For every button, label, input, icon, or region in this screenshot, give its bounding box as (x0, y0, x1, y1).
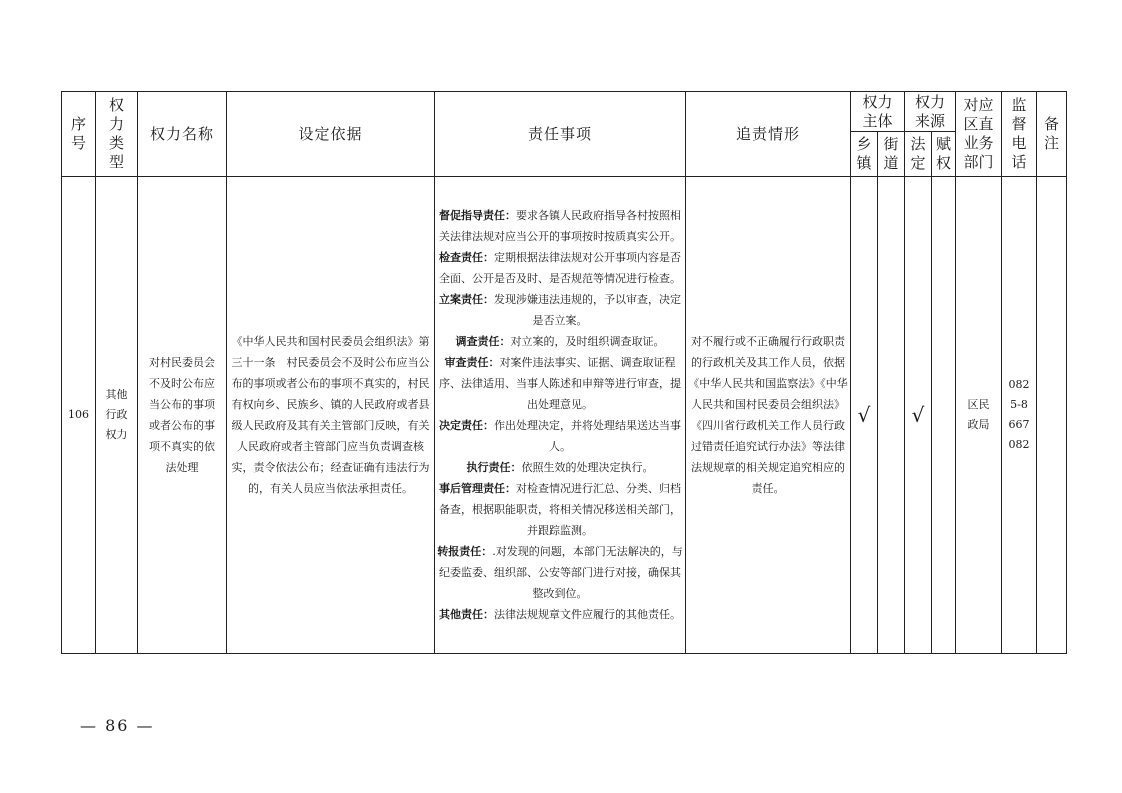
duty-item: 事后管理责任：对检查情况进行汇总、分类、归档备查，根据职能职责，将相关情况移送相关部门，并跟踪监测。 (439, 482, 681, 537)
row-subject-street-check (878, 177, 905, 654)
row-phone (1002, 177, 1037, 654)
duty-item: 其他责任：法律法规规章文件应履行的其他责任。 (439, 608, 681, 621)
header-subject-street: 街 道 (878, 132, 905, 177)
phone-line: 082 (1008, 438, 1030, 451)
header-phone: 监 督 电 话 (1002, 92, 1037, 177)
phone-line: 082 (1008, 378, 1030, 391)
header-power-source: 权力 来源 (905, 92, 956, 132)
header-accountability: 追责情形 (686, 92, 851, 177)
header-power-subject: 权力 主体 (851, 92, 905, 132)
header-power-name: 权力名称 (138, 92, 227, 177)
duty-item: 立案责任：发现涉嫌违法违规的，予以审查，决定是否立案。 (439, 293, 681, 327)
header-department: 对应 区直 业务 部门 (956, 92, 1002, 177)
row-source-granted-check (932, 177, 956, 654)
duty-item: 转报责任：.对发现的问题，本部门无法解决的，与纪委监委、组织部、公安等部门进行对接，确保其整改到位。 (437, 545, 683, 600)
row-source-legal-check: √ (905, 177, 932, 654)
row-subject-town-check: √ (851, 177, 878, 654)
phone-line: 5-8 (1010, 398, 1028, 411)
duty-item: 督促指导责任：要求各镇人民政府指导各村按照相关法律法规对应当公开的事项按时按质真实公开。 (439, 209, 681, 243)
duty-item: 执行责任：依照生效的处理决定执行。 (466, 461, 654, 474)
header-subject-town: 乡 镇 (851, 132, 878, 177)
row-seq: 106 (62, 177, 96, 654)
header-source-legal: 法 定 (905, 132, 932, 177)
power-list-table (61, 91, 1067, 654)
header-source-granted: 赋 权 (932, 132, 956, 177)
row-power-type: 其他行政权力 (96, 177, 138, 654)
row-duties (435, 177, 686, 654)
header-basis: 设定依据 (227, 92, 435, 177)
phone-line: 667 (1008, 418, 1030, 431)
header-seq: 序 号 (62, 92, 96, 177)
duty-item: 决定责任：作出处理决定，并将处理结果送达当事人。 (439, 419, 681, 453)
header-type: 权 力 类 型 (96, 92, 138, 177)
duty-item: 调查责任：对立案的，及时组织调查取证。 (455, 335, 665, 348)
duty-item: 审查责任：对案件违法事实、证据、调查取证程序、法律适用、当事人陈述和申辩等进行审查，提出处理意见。 (439, 356, 681, 411)
row-accountability: 对不履行或不正确履行行政职责的行政机关及其工作人员，依据《中华人民共和国监察法》《中华人民共和国村民委员会组织法》《四川省行政机关工作人员行政过错责任追究试行办法》等法律法规规章的相关规定追究相应的责任。 (686, 177, 851, 654)
header-duties: 责任事项 (435, 92, 686, 177)
duty-item: 检查责任：定期根据法律法规对公开事项内容是否全面、公开是否及时、是否规范等情况进行检查。 (439, 251, 681, 285)
table-row (62, 177, 1067, 654)
row-power-name: 对村民委员会不及时公布应当公布的事项或者公布的事项不真实的依法处理 (138, 177, 227, 654)
row-basis: 《中华人民共和国村民委员会组织法》第三十一条 村民委员会不及时公布应当公布的事项或者公布的事项不真实的，村民有权向乡、民族乡、镇的人民政府或者县级人民政府及其有关主管部门反映，有关人民政府或者主管部门应当负责调查核实，责令依法公布；经查证确有违法行为的，有关人员应当依法承担责任。 (227, 177, 435, 654)
page-number: — 86 — (80, 716, 155, 735)
row-department: 区民政局 (956, 177, 1002, 654)
header-remark: 备 注 (1037, 92, 1067, 177)
row-remark (1037, 177, 1067, 654)
